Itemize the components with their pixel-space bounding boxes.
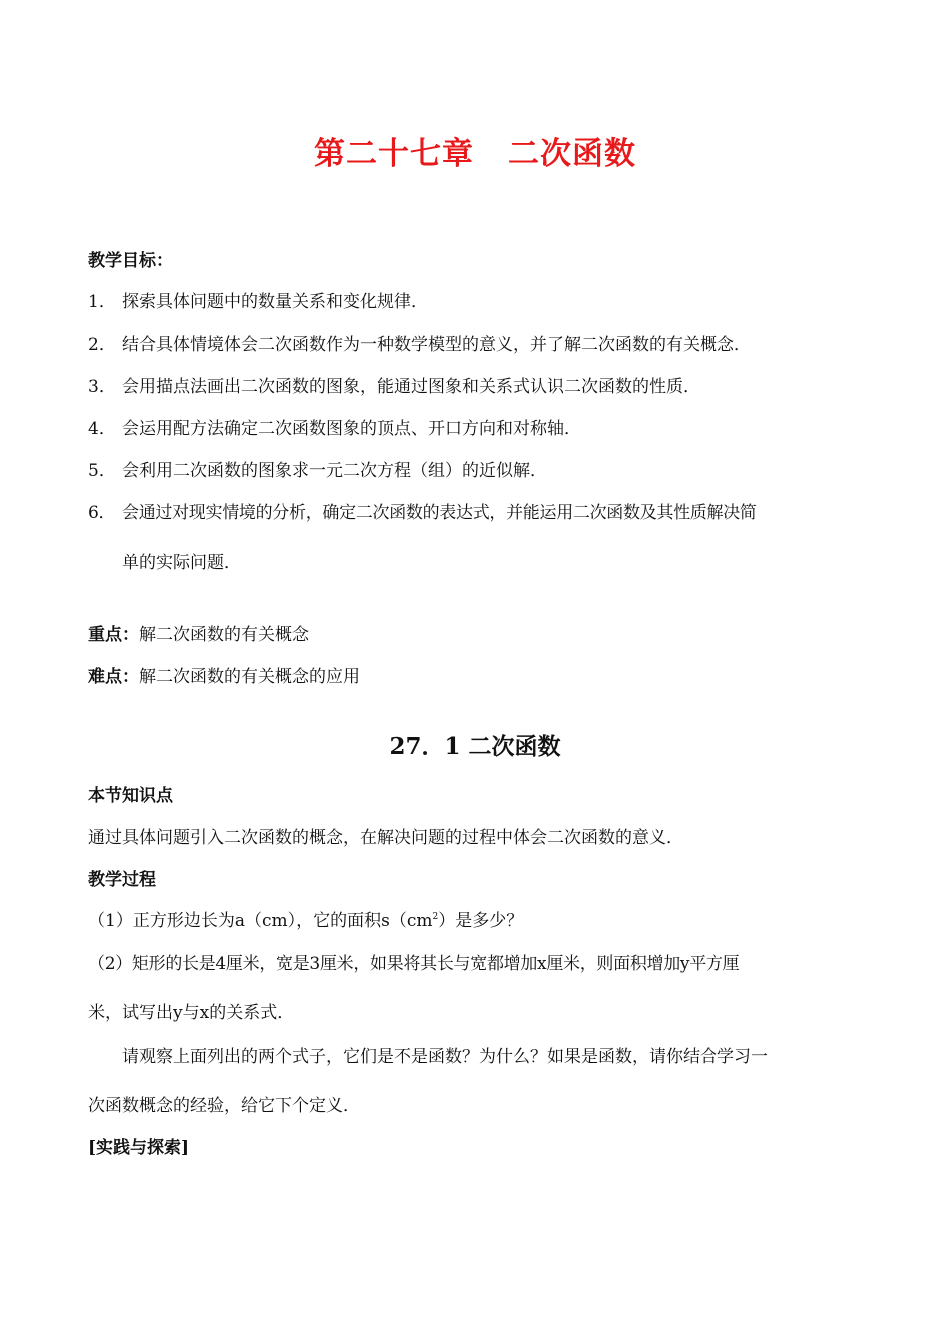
key-point <box>88 620 309 645</box>
process-heading: 教学过程 <box>88 870 156 890</box>
objective-item: 1． 探索具体问题中的数量关系和变化规律． <box>88 292 428 312</box>
objective-item: 2． 结合具体情境体会二次函数作为一种数学模型的意义，并了解二次函数的有关概念． <box>88 335 751 355</box>
practice-heading: [实践与探索] <box>88 1138 190 1158</box>
difficult-point-text: 解二次函数的有关概念的应用 <box>139 667 360 687</box>
chapter-title <box>0 128 950 173</box>
knowledge-text: 通过具体问题引入二次函数的概念，在解决问题的过程中体会二次函数的意义． <box>88 828 683 848</box>
chapter-name: 二次函数 <box>508 136 636 172</box>
question-2-line-2: 米，试写出y与x的关系式． <box>88 1003 295 1023</box>
question-1: （1）正方形边长为a（cm），它的面积$s(cm^2)$是多少？ <box>88 911 524 931</box>
objective-item: 3． 会用描点法画出二次函数的图象，能通过图象和关系式认识二次函数的性质． <box>88 377 700 397</box>
objective-item: 6． 会通过对现实情境的分析，确定二次函数的表达式，并能运用二次函数及其性质解决简 <box>88 503 757 523</box>
section-title: 27．1 二次函数 <box>389 733 561 760</box>
difficult-point-label: 难点： <box>88 667 139 687</box>
objective-item: 5． 会利用二次函数的图象求一元二次方程（组）的近似解． <box>88 461 547 481</box>
objective-item: 4． 会运用配方法确定二次函数图象的顶点、开口方向和对称轴． <box>88 419 581 439</box>
knowledge-heading: 本节知识点 <box>88 786 173 806</box>
question-2-line-1: （2）矩形的长是4厘米，宽是3厘米，如果将其长与宽都增加x厘米，则面积增加y平方厘 <box>88 954 740 974</box>
key-point-label: 重点： <box>88 625 139 645</box>
paragraph-line-2: 次函数概念的经验，给它下个定义． <box>88 1096 360 1116</box>
chapter-number: 第二十七章 <box>314 136 474 172</box>
paragraph-line-1: 请观察上面列出的两个式子，它们是不是函数？为什么？如果是函数，请你结合学习一 <box>122 1047 768 1067</box>
key-point-text: 解二次函数的有关概念 <box>139 625 309 645</box>
objectives-heading: 教学目标： <box>88 251 173 271</box>
difficult-point <box>88 662 360 687</box>
objective-item-continuation: 单的实际问题． <box>122 553 241 573</box>
